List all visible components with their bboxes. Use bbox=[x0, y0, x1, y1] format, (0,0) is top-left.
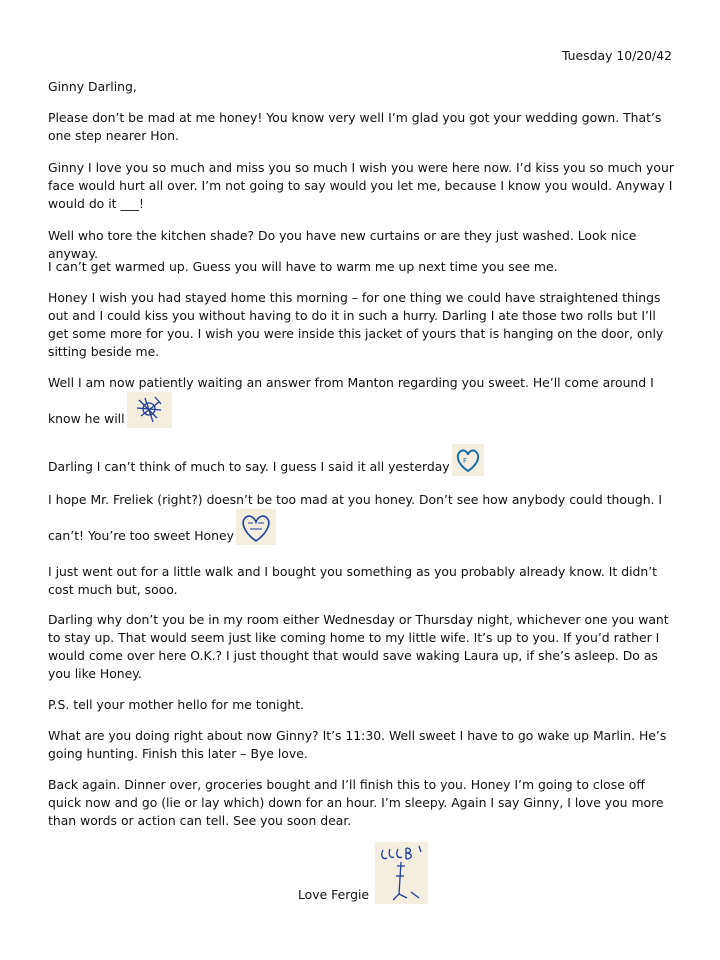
paragraph-8-text: I hope Mr. Freliek (right?) doesn’t be too mad at you honey. Don’t see how anybody could though. I can’t! You’re too sweet Honey bbox=[48, 492, 663, 543]
postscript: P.S. tell your mother hello for me tonight. bbox=[48, 697, 305, 712]
svg-text:F: F bbox=[462, 457, 467, 465]
closing-text: Love Fergie bbox=[298, 887, 370, 902]
paragraph-5: Honey I wish you had stayed home this morning – for one thing we could have straightened things out and I could kiss you without having to do it in such a hurry. Darling I ate those two rolls but I’ll get some more for you. I wish you were inside this jacket of yours that is hanging on the door, only sitting beside me. bbox=[48, 290, 664, 359]
paragraph-7 bbox=[48, 444, 676, 476]
paragraph-3: Well who tore the kitchen shade? Do you have new curtains or are they just washed. Look nice anyway. bbox=[48, 228, 637, 261]
paragraph-4: I can’t get warmed up. Guess you will have to warm me up next time you see me. bbox=[48, 259, 558, 274]
heart-note-doodle-icon bbox=[236, 509, 276, 545]
paragraph-2: Ginny I love you so much and miss you so much I wish you were here now. I’d kiss you so much your face would hurt all over. I’m not going to say would you let me, because I know you would. Anyway I would do it ___! bbox=[48, 160, 674, 211]
paragraph-6-text: Well I am now patiently waiting an answer from Manton regarding you sweet. He’ll come around I know he will bbox=[48, 375, 654, 426]
signature-figure-doodle-icon bbox=[375, 842, 428, 904]
paragraph-12: Back again. Dinner over, groceries bought and I’ll finish this to you. Honey I’m going to close off quick now and go (lie or lay which) down for an hour. I’m sleepy. Again I say Ginny, I love you more than words or action can tell. See you soon dear. bbox=[48, 777, 664, 828]
scribble-doodle-icon bbox=[127, 392, 172, 428]
letter-date: Tuesday 10/20/42 bbox=[562, 48, 672, 63]
paragraph-9: I just went out for a little walk and I bought you something as you probably already know. It didn’t cost much but, sooo. bbox=[48, 564, 658, 597]
paragraph-1: Please don’t be mad at me honey! You know very well I’m glad you got your wedding gown. That’s one step nearer Hon. bbox=[48, 110, 662, 143]
paragraph-6 bbox=[48, 374, 676, 428]
paragraph-8 bbox=[48, 491, 676, 545]
paragraph-10: Darling why don’t you be in my room either Wednesday or Thursday night, whichever one you want to stay up. That would seem just like coming home to my little wife. It’s up to you. If you’d rather I would come over here O.K.? I just thought that would save waking Laura up, if she’s asleep. Do as you like Honey. bbox=[48, 612, 669, 681]
closing bbox=[298, 842, 428, 904]
paragraph-7-text: Darling I can’t think of much to say. I guess I said it all yesterday bbox=[48, 459, 450, 474]
paragraph-11: What are you doing right about now Ginny? It’s 11:30. Well sweet I have to go wake up Marlin. He’s going hunting. Finish this later – Bye love. bbox=[48, 728, 667, 761]
salutation: Ginny Darling, bbox=[48, 79, 137, 94]
heart-doodle-icon bbox=[452, 444, 484, 476]
